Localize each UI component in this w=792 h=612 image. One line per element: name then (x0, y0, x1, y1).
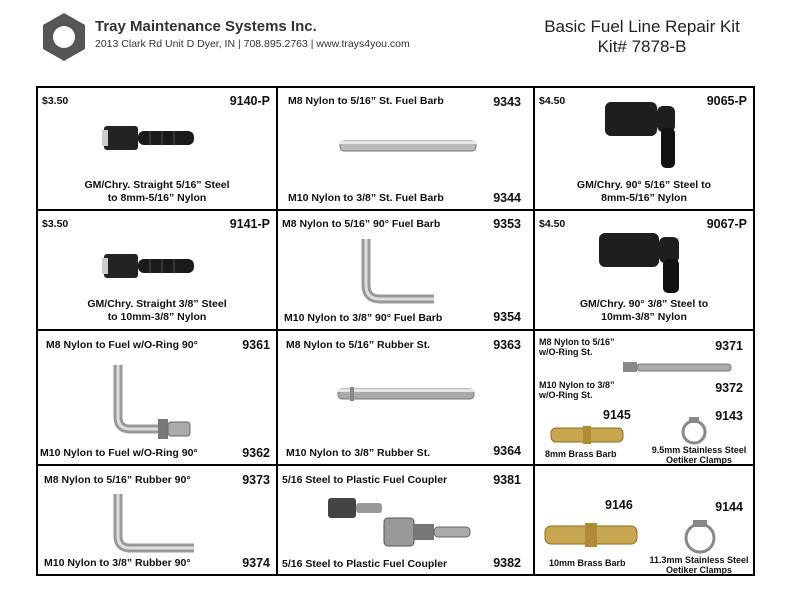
label-line: M8 Nylon to 5/16” (539, 337, 615, 347)
part-number: 9067-P (706, 217, 747, 231)
label-line: Oetiker Clamps (665, 565, 733, 575)
company-logo-hex-nut (42, 12, 86, 62)
part-number: 9145 (603, 408, 631, 422)
rubber-90-image (108, 492, 198, 554)
part-number: 9361 (242, 338, 270, 352)
oetiker-clamp-image (679, 415, 709, 445)
part-number: 9364 (493, 444, 521, 458)
desc-line: to 10mm-3/8” Nylon (107, 311, 207, 323)
part-label: M10 Nylon to Fuel w/O-Ring 90° (40, 447, 198, 459)
part-number: 9143 (715, 409, 743, 423)
oring-straight-image (623, 359, 733, 375)
part-number: 9382 (493, 556, 521, 570)
desc-line: GM/Chry. 90° 5/16” Steel to (576, 179, 712, 191)
desc-line: GM/Chry. Straight 3/8” Steel (87, 298, 227, 310)
part-cell-9140p (38, 88, 276, 209)
quick-connect-90-image (593, 229, 693, 295)
part-label: 8mm Brass Barb (545, 449, 617, 459)
part-number: 9363 (493, 338, 521, 352)
quick-connect-90-image (599, 98, 689, 173)
label-line: Oetiker Clamps (665, 455, 733, 465)
part-label: M10 Nylon to 3/8” St. Fuel Barb (288, 192, 444, 204)
part-label: 10mm Brass Barb (549, 558, 626, 568)
part-cell-9141p (38, 211, 276, 329)
part-cell-9381-9382 (278, 466, 533, 574)
part-cell-9363-9364 (278, 331, 533, 464)
company-address: 2013 Clark Rd Unit D Dyer, IN | 708.895.2763 | www.trays4you.com (95, 38, 410, 50)
part-number: 9381 (493, 473, 521, 487)
part-number: 9371 (715, 339, 743, 353)
fuel-barb-straight-image (338, 136, 478, 156)
part-label: M8 Nylon to 5/16” St. Fuel Barb (288, 95, 444, 107)
part-number: 9141-P (229, 217, 270, 231)
part-label: M10 Nylon to 3/8” 90° Fuel Barb (284, 312, 443, 324)
part-cell-9067p (535, 211, 753, 329)
plastic-coupler-image (382, 514, 472, 550)
part-label (647, 445, 751, 465)
part-number: 9144 (715, 500, 743, 514)
part-label: M8 Nylon to 5/16” Rubber 90° (44, 474, 191, 486)
part-number: 9146 (605, 498, 633, 512)
oring-90-image (106, 361, 196, 441)
part-cell-9361-9362 (38, 331, 276, 464)
price: $3.50 (42, 95, 69, 107)
desc-line: GM/Chry. Straight 5/16” Steel (84, 179, 230, 191)
kit-title-block (522, 17, 762, 57)
part-number: 9065-P (706, 94, 747, 108)
part-cell-9371-9372-9145-9143 (535, 331, 753, 464)
desc-line: GM/Chry. 90° 3/8” Steel to (579, 298, 709, 310)
part-cell-9065p (535, 88, 753, 209)
part-cell-9343-9344 (278, 88, 533, 209)
part-number: 9374 (242, 556, 270, 570)
part-number: 9354 (493, 310, 521, 324)
part-label: M8 Nylon to 5/16” 90° Fuel Barb (282, 218, 441, 230)
part-number: 9140-P (229, 94, 270, 108)
part-cell-9146-9144 (535, 466, 753, 574)
part-label: M10 Nylon to 3/8” Rubber 90° (44, 557, 191, 569)
desc-line: 10mm-3/8” Nylon (601, 311, 687, 323)
company-name: Tray Maintenance Systems Inc. (95, 18, 317, 35)
price: $4.50 (539, 95, 566, 107)
fuel-barb-90-image (358, 237, 438, 307)
rubber-straight-image (336, 383, 476, 405)
part-description (535, 179, 753, 205)
quick-connect-straight-image (100, 246, 200, 286)
part-number: 9373 (242, 473, 270, 487)
brass-barb-image (549, 425, 625, 445)
part-cell-9353-9354 (278, 211, 533, 329)
steel-coupler-image (326, 496, 386, 520)
oetiker-clamp-image (681, 518, 719, 554)
part-label: 5/16 Steel to Plastic Fuel Coupler (282, 558, 448, 570)
part-number: 9362 (242, 446, 270, 460)
label-line: w/O-Ring St. (539, 347, 593, 357)
label-line: w/O-Ring St. (539, 390, 593, 400)
part-description (38, 179, 276, 205)
parts-grid (36, 86, 755, 576)
kit-number: Kit# 7878-B (597, 37, 687, 56)
part-number: 9344 (493, 191, 521, 205)
desc-line: to 8mm-5/16” Nylon (107, 192, 207, 204)
price: $3.50 (42, 218, 69, 230)
part-label (647, 555, 751, 575)
part-number: 9343 (493, 95, 521, 109)
part-label (539, 380, 615, 400)
part-label: M8 Nylon to 5/16” Rubber St. (286, 339, 431, 351)
quick-connect-straight-image (100, 118, 200, 158)
part-label: M10 Nylon to 3/8” Rubber St. (286, 447, 431, 459)
kit-title: Basic Fuel Line Repair Kit (544, 17, 740, 36)
part-label: 5/16 Steel to Plastic Fuel Coupler (282, 474, 448, 486)
label-line: 9.5mm Stainless Steel (651, 445, 747, 455)
part-label: M8 Nylon to Fuel w/O-Ring 90° (46, 339, 198, 351)
label-line: M10 Nylon to 3/8” (539, 380, 615, 390)
part-description (535, 298, 753, 324)
part-label (539, 337, 615, 357)
part-number: 9353 (493, 217, 521, 231)
part-number: 9372 (715, 381, 743, 395)
part-cell-9373-9374 (38, 466, 276, 574)
part-description (38, 298, 276, 324)
desc-line: 8mm-5/16” Nylon (601, 192, 687, 204)
label-line: 11.3mm Stainless Steel (649, 555, 749, 565)
price: $4.50 (539, 218, 566, 230)
brass-barb-image (543, 522, 639, 548)
